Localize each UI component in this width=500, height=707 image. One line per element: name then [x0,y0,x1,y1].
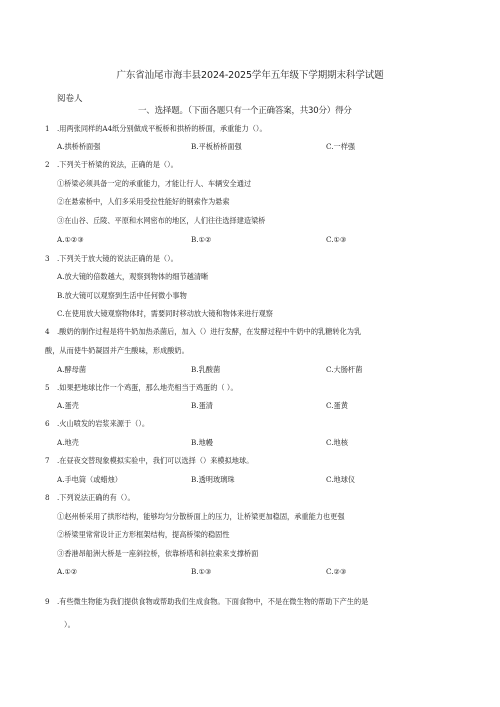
option: C.大肠杆菌 [326,365,363,374]
option: A.①②③ [57,235,84,244]
question-text: .有些微生物能为我们提供食物或帮助我们生成食物。下面食物中，不是在微生物的帮助下产生的是 [57,597,369,606]
question-number: 8 [45,493,50,502]
option: B.平板桥桥面强 [191,142,242,151]
option: B.蛋清 [191,401,213,410]
statement: ③在山谷、丘陵、平原和水网密布的地区，人们往往选择建造梁桥 [57,216,266,225]
question-number: 5 [45,383,50,392]
question-text: .下列说法正确的有（）。 [57,493,135,502]
statement: ①桥梁必须具备一定的承重能力，才能让行人、车辆安全通过 [57,179,252,188]
question-text: .下列关于放大镜的说法正确的是（）。 [57,254,178,263]
page-title: 广东省汕尾市海丰县2024-2025学年五年级下学期期末科学试题 [116,70,384,81]
statement: ②桥梁里常常设计正方形框架结构，提高桥梁的稳固性 [57,530,230,539]
section-heading: 一、选择题。（下面各题只有一个正确答案，共30分）得分 [138,106,352,116]
option: B.①② [191,235,212,244]
option: C.①③ [326,235,347,244]
question-text: .火山喷发的岩浆来源于（）。 [57,419,150,428]
option: A.蛋壳 [57,401,79,410]
option: A.①② [57,567,78,576]
question-number: 2 [45,160,50,169]
option: A.拱桥桥面强 [57,142,101,151]
question-text-continued: 酸，从而使牛奶凝固并产生酸味，形成酸奶。 [45,346,189,355]
question-text: .用两张同样的A4纸分别做成平板桥和拱桥的桥面，承重能力（）。 [57,124,267,133]
option: C.地球仪 [326,475,356,484]
option: C.地核 [326,438,348,447]
question-number: 1 [45,124,50,133]
question-text-continued: ）。 [64,620,75,629]
option: C.②③ [326,567,347,576]
question-number: 4 [45,327,50,336]
question-number: 7 [45,456,50,465]
statement: ③香港昂船洲大桥是一座斜拉桥，依靠桥塔和斜拉索来支撑桥面 [57,549,259,558]
statement: ①赵州桥采用了拱形结构，能够均匀分散桥面上的压力，让桥梁更加稳固，承重能力也更强 [57,512,345,521]
option: B.地幔 [191,438,213,447]
statement: C.在使用放大镜观察物体时，需要同时移动放大镜和物体来进行观察 [57,309,273,318]
statement: B.放大镜可以观察到生活中任何微小事物 [57,291,187,300]
reviewer-label: 阅卷人 [57,94,83,104]
option: A.酵母菌 [57,365,87,374]
question-text: .酸奶的制作过程是将牛奶加热杀菌后，加入（）进行发酵，在发酵过程中牛奶中的乳糖转化为乳 [57,327,362,336]
question-text: .下列关于桥梁的说法，正确的是（）。 [57,160,178,169]
option: A.手电筒（或蜡烛） [57,475,122,484]
option: B.乳酸菌 [191,365,221,374]
statement: A.放大镜的倍数越大，观察到物体的细节越清晰 [57,272,209,281]
option: B.①③ [191,567,212,576]
question-number: 6 [45,419,50,428]
question-text: .如果把地球比作一个鸡蛋，那么地壳相当于鸡蛋的（ ）。 [57,383,238,392]
question-number: 9 [45,597,50,606]
option: B.透明玻璃珠 [191,475,235,484]
option: A.地壳 [57,438,79,447]
statement: ②在悬索桥中，人们多采用受拉性能好的钢索作为悬索 [57,197,230,206]
option: C.蛋黄 [326,401,348,410]
question-text: .在昼夜交替现象模拟实验中，我们可以选择（）来模拟地球。 [57,456,254,465]
option: C.一样强 [326,142,356,151]
question-number: 3 [45,254,50,263]
